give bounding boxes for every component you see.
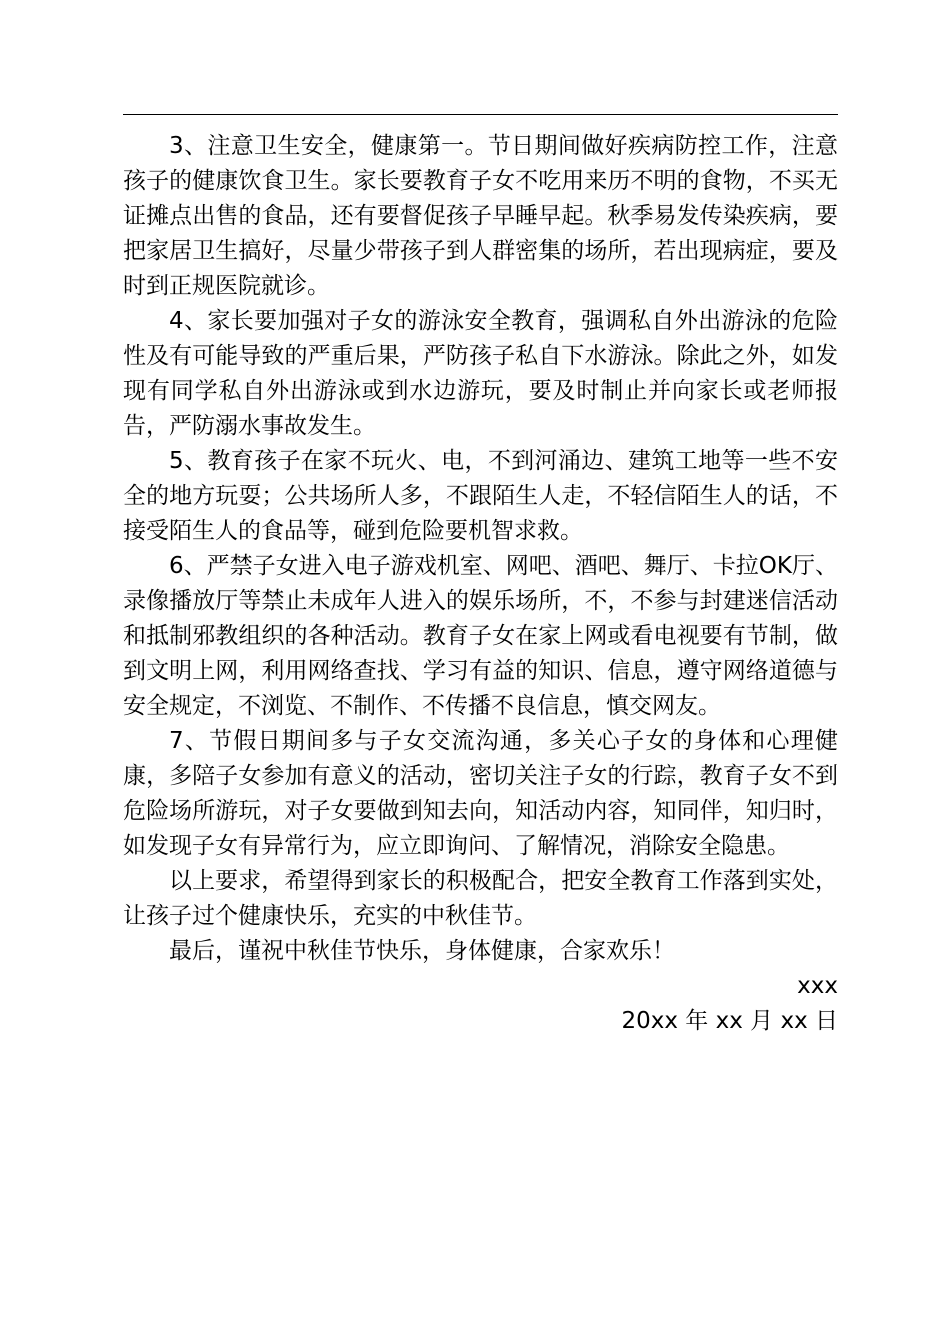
paragraph-item-5-home-safety: 5、教育孩子在家不玩火、电，不到河涌边、建筑工地等一些不安全的地方玩耍；公共场所人多，不跟陌生人走，不轻信陌生人的话，不接受陌生人的食品等，碰到危险要机智求救。	[123, 448, 838, 544]
paragraph-closing-request: 以上要求，希望得到家长的积极配合，把安全教育工作落到实处，让孩子过个健康快乐，充实的中秋佳节。	[123, 868, 838, 929]
paragraph-item-7-communication: 7、节假日期间多与子女交流沟通，多关心子女的身体和心理健康，多陪子女参加有意义的活动，密切关注子女的行踪，教育子女不到危险场所游玩，对子女要做到知去向，知活动内容，知同伴，知归时，如发现子女有异常行为，应立即询问、了解情况，消除安全隐患。	[123, 728, 838, 859]
paragraph-item-4-swimming: 4、家长要加强对子女的游泳安全教育，强调私自外出游泳的危险性及有可能导致的严重后果，严防孩子私自下水游泳。除此之外，如发现有同学私自外出游泳或到水边游玩，要及时制止并向家长或老师报告，严防溺水事故发生。	[123, 308, 838, 439]
paragraph-item-3-hygiene: 3、注意卫生安全，健康第一。节日期间做好疾病防控工作，注意孩子的健康饮食卫生。家长要教育子女不吃用来历不明的食物，不买无证摊点出售的食品，还有要督促孩子早睡早起。秋季易发传染疾病，要把家居卫生搞好，尽量少带孩子到人群密集的场所，若出现病症，要及时到正规医院就诊。	[123, 133, 838, 299]
header-rule	[123, 114, 838, 115]
signature-name: xxx	[797, 973, 838, 999]
signature-date: 20xx 年 xx 月 xx 日	[621, 1008, 838, 1034]
document-body	[123, 129, 838, 1039]
paragraph-item-6-entertainment-venues: 6、严禁子女进入电子游戏机室、网吧、酒吧、舞厅、卡拉OK厅、录像播放厅等禁止未成年人进入的娱乐场所，不，不参与封建迷信活动和抵制邪教组织的各种活动。教育子女在家上网或看电视要有节制，做到文明上网，利用网络查找、学习有益的知识、信息，遵守网络道德与安全规定，不浏览、不制作、不传播不良信息，慎交网友。	[123, 553, 838, 719]
paragraph-closing-wishes: 最后，谨祝中秋佳节快乐，身体健康，合家欢乐！	[169, 938, 675, 964]
